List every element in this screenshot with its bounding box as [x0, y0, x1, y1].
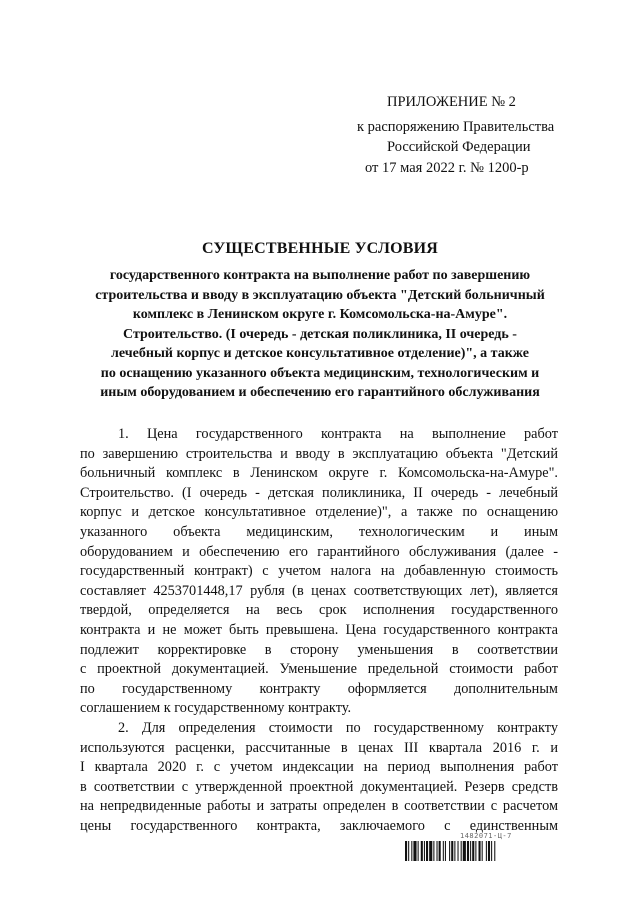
paragraph-line: государственный контракт) с учетом налога на добавленную стоимость [80, 563, 558, 580]
subtitle-line: по оснащению указанного объекта медицинским, технологическим и [100, 365, 540, 381]
paragraph-line: I квартала 2020 г. с учетом индексации на период выполнения работ [80, 759, 558, 776]
paragraph-line: по государственному контракту оформляется дополнительным [80, 680, 558, 697]
subtitle-line: комплекс в Ленинском округе г. Комсомольска-на-Амуре". [132, 307, 508, 322]
paragraph-2 [80, 719, 558, 837]
paragraph-line: соглашением к государственному контракту. [80, 700, 352, 717]
appendix-date-line: от 17 мая 2022 г. № 1200-р [365, 160, 529, 176]
paragraph-line: составляет 4253701448,17 рубля (в ценах соответствующих лет), является [80, 582, 558, 599]
paragraph-line: корпус и детское консультативное отделение)", а также по оснащению [80, 504, 558, 521]
paragraph-line: цены государственного контракта, заключаемого с единственным [80, 817, 558, 834]
paragraph-line: твердой, определяется на весь срок исполнения государственного [80, 602, 558, 619]
paragraph-line: больничный комплекс в Ленинском округе г. Комсомольска-на-Амуре". [80, 465, 558, 482]
paragraph-1 [80, 425, 558, 719]
appendix-number: ПРИЛОЖЕНИЕ № 2 [387, 94, 516, 110]
paragraph-line: контракта и не может быть превышена. Цена государственного контракта [80, 621, 558, 638]
subtitle-line: строительства и вводу в эксплуатацию объекта "Детский больничный [95, 287, 545, 303]
document-title: СУЩЕСТВЕННЫЕ УСЛОВИЯ [201, 240, 439, 257]
paragraph-line: используются расценки, рассчитанные в ценах III квартала 2016 г. и [80, 739, 558, 756]
document-subtitle [60, 266, 580, 403]
paragraph-line: подлежит корректировке в сторону уменьшения в соответствии [80, 641, 558, 658]
subtitle-line: Строительство. (I очередь - детская поликлиника, II очередь - [123, 326, 517, 342]
document-body [80, 425, 558, 836]
paragraph-line: по завершению строительства и вводу в эксплуатацию объекта "Детский [80, 445, 558, 462]
paragraph-line: на непредвиденные работы и затраты определен в соответствии с расчетом [80, 798, 558, 815]
subtitle-line: государственного контракта на выполнение работ по завершению [109, 268, 531, 283]
subtitle-line: иным оборудованием и обеспечению его гарантийного обслуживания [100, 385, 540, 400]
appendix-order-line: к распоряжению Правительства [357, 119, 555, 135]
appendix-government-line: Российской Федерации [387, 139, 531, 155]
paragraph-line: в соответствии с утвержденной проектной документацией. Резерв средств [80, 778, 558, 795]
paragraph-line: указанного объекта медицинским, технологическим и иным [80, 523, 558, 540]
paragraph-line: 1. Цена государственного контракта на выполнение работ [118, 426, 558, 442]
paragraph-line: с проектной документацией. Уменьшение предельной стоимости работ [80, 661, 558, 678]
barcode-number: 1482071-Ц-7 [460, 832, 512, 840]
barcode-icon [405, 841, 558, 861]
paragraph-line: 2. Для определения стоимости по государственному контракту [118, 719, 558, 736]
paragraph-line: Строительство. (I очередь - детская поликлиника, II очередь - лечебный [80, 484, 558, 501]
paragraph-line: оборудованием и обеспечению его гарантийного обслуживания (далее - [80, 543, 558, 560]
subtitle-line: лечебный корпус и детское консультативное отделение)", а также [111, 346, 529, 361]
